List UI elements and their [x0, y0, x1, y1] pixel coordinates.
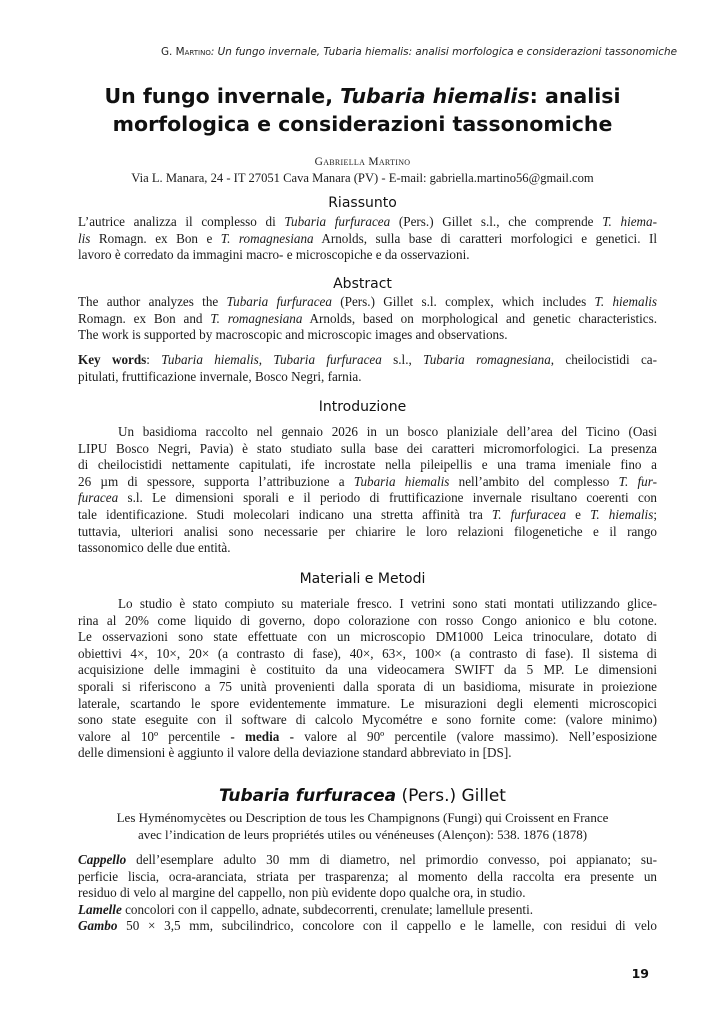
metodi-paragraph: [78, 596, 657, 762]
text-run: nell’ambito del complesso: [449, 473, 619, 489]
text-run: L’autrice analizza il complesso di: [78, 214, 285, 229]
text-run: dell’esemplare adulto 30 mm di diametro, nel primordio convesso, poi appianato; su-: [126, 852, 657, 867]
text-line: laterale, scartando le spore evidentemente immature. Le misurazioni degli elementi microscopici: [78, 695, 657, 711]
text-line: di cheilocistidi nettamente capitulati, ife incrostate nella pileipellis e una trama imeniale fino a: [78, 457, 657, 473]
author-name: Gabriella Martino: [314, 156, 411, 168]
riassunto-heading: Riassunto: [328, 195, 397, 211]
text-line: residuo di velo al margine del cappello, non più evidente dopo qualche ora, in studio.: [78, 885, 526, 901]
running-head-author: G. Martino: [161, 46, 211, 58]
abstract-paragraph: [78, 294, 657, 344]
text-line: sono state eseguite con il software di calcolo Mycométre e sono fornite come: (valore minimo): [78, 712, 657, 728]
species-name: T. fur-: [618, 473, 657, 489]
title-line1-c: : analisi: [529, 84, 621, 108]
species-name: lis: [78, 230, 91, 246]
text-run: valore al 90º percentile (valore massimo). Nell’esposizione: [293, 728, 657, 744]
cap-label: Cappello: [78, 852, 127, 867]
species-name: Tubaria furfuracea: [226, 294, 332, 309]
title-line1-a: Un fungo invernale,: [104, 84, 341, 108]
description-paragraph: [78, 852, 657, 935]
text-line: LIPU Bosco Negri, Pavia) è stato studiato sulla base dei caratteri micromorfologici. La presenza: [78, 440, 657, 456]
text-run: tale identificazione. Studi molecolari indicano una stretta affinità tra: [78, 506, 492, 522]
species-name: Tubaria furfuracea: [284, 214, 391, 229]
keywords-paragraph: [78, 352, 657, 385]
species-name: T. hiemalis: [594, 294, 657, 309]
species-name: T. romagnesiana: [220, 230, 314, 246]
species-name: Tubaria hiemalis: [161, 352, 259, 367]
text-line: sporali si riferiscono a 75 unità provenienti dalla sporata di un basidioma, misurate in proiezione: [78, 678, 657, 694]
text-run: valore al 10º percentile: [78, 728, 231, 744]
text-run: ;: [653, 506, 657, 522]
abstract-heading: Abstract: [333, 276, 392, 292]
text-line: tuttavia, ulteriori analisi sono necessarie per chiarire le loro relazioni filogenetiche e il rango: [78, 523, 657, 539]
title-line1-species: Tubaria hiemalis: [340, 84, 530, 108]
species-heading: [0, 786, 725, 806]
text-run: (Pers.) Gillet s.l., che comprende: [390, 214, 603, 229]
text-run: The author analyzes the: [78, 294, 227, 309]
title-line2: morfologica e considerazioni tassonomiche: [112, 112, 613, 136]
text-run: 50 × 3,5 mm, subcilindrico, concolore con il cappello e le lamelle, con residui di velo: [117, 918, 657, 934]
running-head: [52, 46, 677, 58]
species-name: T. furfuracea: [491, 506, 567, 522]
bold-run: - media -: [230, 728, 294, 744]
species-heading-author: (Pers.) Gillet: [396, 786, 506, 806]
text-run: Romagn. ex Bon and: [78, 310, 211, 326]
text-run: s.l. Le dimensioni sporali e il periodo di fruttificazione invernale risultano coerenti con: [118, 490, 657, 506]
stem-label: Gambo: [78, 918, 118, 934]
text-line: The work is supported by macroscopic and microscopic images and observations.: [78, 327, 508, 343]
introduzione-heading: Introduzione: [318, 399, 407, 415]
species-name: Tubaria hiemalis: [353, 473, 450, 489]
text-line: Lo studio è stato compiuto su materiale fresco. I vetrini sono stati montati utilizzando glice-: [118, 596, 657, 611]
page-number: 19: [631, 966, 649, 981]
species-name: furacea: [78, 490, 119, 506]
paper-title: [40, 82, 685, 138]
text-run: s.l.,: [381, 352, 424, 367]
text-line: lavoro è corredato da immagini macro- e microscopiche e da osservazioni.: [78, 247, 470, 263]
running-head-sep: :: [210, 46, 218, 58]
text-run: ,: [258, 352, 274, 367]
text-run: concolori con il cappello, adnate, subdecorrenti, crenulate; lamellule presenti.: [121, 901, 534, 917]
text-run: e: [566, 506, 591, 522]
text-line: Les Hyménomycètes ou Description de tous les Champignons (Fungi) qui Croissent en France: [116, 810, 609, 825]
text-line: rina al 20% come liquido di governo, dopo colorazione con rosso Congo anionico e blu cotone.: [78, 612, 657, 628]
text-line: perficie liscia, ocra-aranciata, striata per trasparenza; al momento della raccolta era presente un: [78, 868, 657, 884]
text-run: :: [146, 352, 162, 367]
text-line: pitulati, fruttificazione invernale, Bosco Negri, farnia.: [78, 368, 362, 384]
text-run: 26 µm di spessore, supporta l’attribuzione a: [78, 473, 354, 489]
text-line: delle dimensioni è aggiunto il valore della deviazione standard abbreviato in [DS].: [78, 745, 512, 761]
text-line: acquisizione delle immagini è costituito da una videocamera SWIFT da 5 MP. Le dimensioni: [78, 662, 657, 678]
metodi-heading: Materiali e Metodi: [299, 571, 426, 587]
gills-label: Lamelle: [78, 901, 122, 917]
species-name: T. hiema-: [602, 214, 657, 229]
species-reference: [60, 810, 665, 843]
text-run: Arnolds, based on morphological and genetic characteristics.: [302, 310, 657, 326]
text-run: , cheilocistidi ca-: [550, 352, 657, 367]
text-line: Un basidioma raccolto nel gennaio 2026 in un bosco planiziale dell’area del Ticino (Oasi: [118, 424, 657, 439]
running-head-title: Un fungo invernale, Tubaria hiemalis: analisi morfologica e considerazioni tassonomiche: [217, 46, 677, 58]
text-line: avec l’indication de leurs propriétés utiles ou vénéneuses (Alençon): 538. 1876 (1878): [137, 826, 588, 842]
text-line: obiettivi 4×, 10×, 20× (a contrasto di fase), 40×, 63×, 100× (a contrasto di fase). Il sistema di: [78, 645, 657, 661]
text-run: Romagn. ex Bon e: [90, 230, 221, 246]
keywords-label: Key words: [78, 352, 147, 367]
introduzione-paragraph: [78, 424, 657, 557]
author-address: Via L. Manara, 24 - IT 27051 Cava Manara (PV) - E-mail: gabriella.martino56@gmail.com: [131, 171, 594, 185]
riassunto-paragraph: [78, 214, 657, 264]
species-name: Tubaria romagnesiana: [423, 352, 551, 367]
text-run: (Pers.) Gillet s.l. complex, which includes: [331, 294, 595, 309]
species-name: T. hiemalis: [590, 506, 654, 522]
text-line: tassonomico delle due entità.: [78, 540, 231, 556]
species-name: Tubaria furfuracea: [273, 352, 382, 367]
text-run: Arnolds, sulla base di caratteri morfologici e genetici. Il: [313, 230, 658, 246]
species-heading-name: Tubaria furfuracea: [219, 786, 397, 806]
species-name: T. romagnesiana: [210, 310, 303, 326]
text-line: Le osservazioni sono state effettuate con un microscopio DM1000 Leica trinoculare, dotato di: [78, 629, 657, 645]
